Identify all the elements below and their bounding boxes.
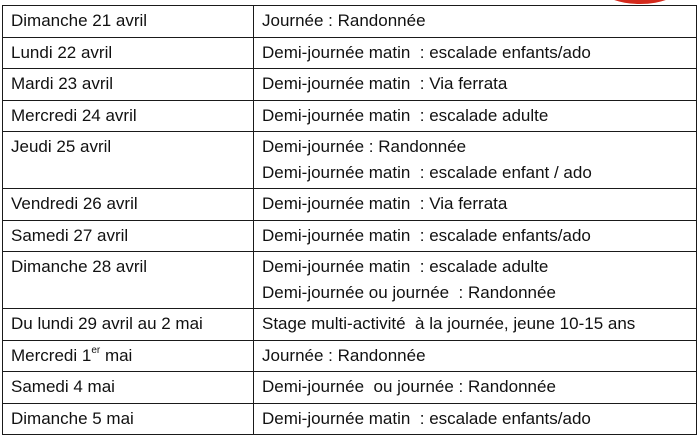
activity-line: Demi-journée matin : Via ferrata — [262, 194, 508, 213]
date-cell: Du lundi 29 avril au 2 mai — [3, 309, 254, 341]
activity-cell — [254, 69, 697, 101]
activity-line: Demi-journée matin : escalade enfants/ado — [262, 408, 591, 428]
activity-line: Demi-journée ou journée : Randonnée — [262, 282, 556, 302]
table-row — [3, 37, 697, 69]
date-cell: Samedi 4 mai — [3, 372, 254, 404]
date-cell: Vendredi 26 avril — [3, 189, 254, 221]
table-row — [3, 403, 697, 435]
date-cell: Samedi 27 avril — [3, 220, 254, 252]
activity-line: Demi-journée matin : escalade enfant / ado — [262, 162, 592, 182]
red-decoration-shape — [600, 0, 680, 4]
table-row — [3, 6, 697, 38]
activity-cell — [254, 340, 697, 372]
activity-cell — [254, 403, 697, 435]
activity-cell — [254, 252, 697, 309]
date-cell: Dimanche 21 avril — [3, 6, 254, 38]
date-ordinal-suffix: er — [91, 344, 101, 356]
date-cell: Mardi 23 avril — [3, 69, 254, 101]
activity-line: Journée : Randonnée — [262, 345, 426, 365]
activity-cell — [254, 220, 697, 252]
date-text: Mercredi 1 — [11, 345, 92, 365]
activity-cell — [254, 189, 697, 221]
table-row — [3, 69, 697, 101]
activity-cell — [254, 37, 697, 69]
activity-cell — [254, 372, 697, 404]
date-cell: Jeudi 25 avril — [3, 132, 254, 189]
activity-cell — [254, 6, 697, 38]
activity-cell — [254, 132, 697, 189]
date-cell: Dimanche 28 avril — [3, 252, 254, 309]
table-row — [3, 189, 697, 221]
table-row — [3, 340, 697, 372]
activity-line: Demi-journée matin : escalade adulte — [262, 257, 549, 276]
activity-line: Stage multi-activité à la journée, jeune 10-15 ans — [262, 314, 636, 333]
date-cell: Mercredi 24 avril — [3, 100, 254, 132]
schedule-table — [2, 5, 697, 435]
activity-line: Demi-journée matin : escalade enfants/ado — [262, 42, 591, 62]
activity-line: Demi-journée : Randonnée — [262, 137, 467, 156]
activity-cell — [254, 100, 697, 132]
date-cell: Lundi 22 avril — [3, 37, 254, 69]
activity-line: Demi-journée ou journée : Randonnée — [262, 377, 556, 396]
date-text-end: mai — [100, 345, 133, 365]
activity-line: Demi-journée matin : escalade enfants/ado — [262, 225, 591, 245]
date-cell: Dimanche 5 mai — [3, 403, 254, 435]
activity-cell — [254, 309, 697, 341]
date-cell — [3, 340, 254, 372]
table-row — [3, 100, 697, 132]
activity-line: Demi-journée matin : escalade adulte — [262, 105, 549, 125]
table-row — [3, 309, 697, 341]
table-row — [3, 252, 697, 309]
table-row — [3, 220, 697, 252]
activity-line: Demi-journée matin : Via ferrata — [262, 74, 508, 93]
table-row — [3, 132, 697, 189]
table-row — [3, 372, 697, 404]
activity-line: Journée : Randonnée — [262, 11, 426, 30]
